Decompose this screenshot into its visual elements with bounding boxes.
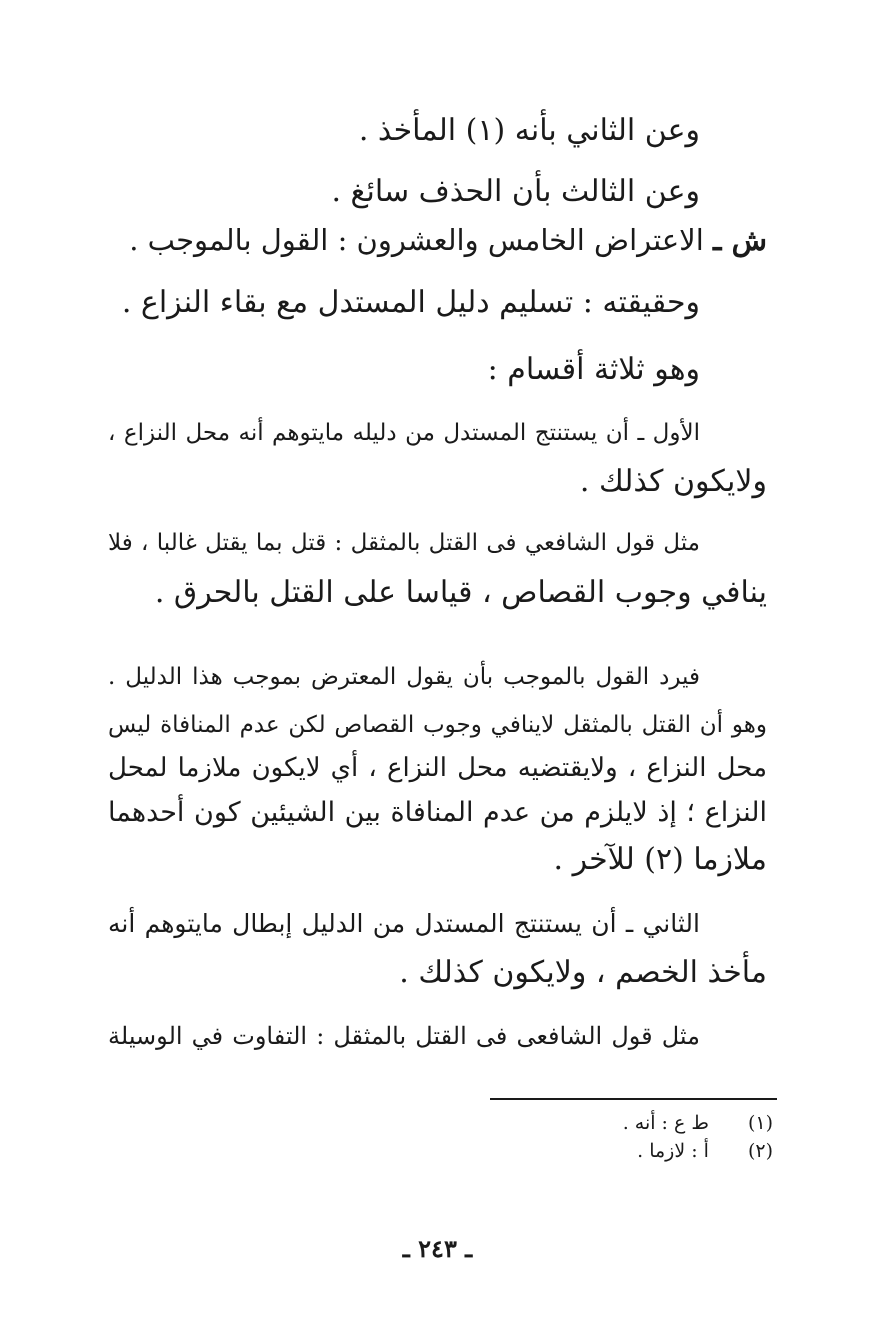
text-line-6: الأول ـ أن يستنتج المستدل من دليله مايتوهم أنه محل النزاع ،	[108, 420, 700, 446]
text-line-5: وهو ثلاثة أقسام :	[487, 352, 700, 387]
page-number: ـ ٢٤٣ ـ	[402, 1234, 473, 1263]
text-line-11: وهو أن القتل بالمثقل لاينافي وجوب القصاص لكن عدم المنافاة ليس	[108, 712, 767, 738]
text-line-4: وحقيقته : تسليم دليل المستدل مع بقاء النزاع .	[121, 285, 700, 320]
text-line-1: وعن الثاني بأنه (١) المأخذ .	[358, 113, 700, 148]
text-line-17: مثل قول الشافعى فى القتل بالمثقل : التفاوت في الوسيلة	[108, 1022, 701, 1050]
text-line-10: فيرد القول بالموجب بأن يقول المعترض بموجب هذا الدليل .	[108, 664, 700, 690]
text-line-3	[129, 220, 767, 260]
text-line-16: مأخذ الخصم ، ولايكون كذلك .	[399, 955, 767, 990]
footnote-2	[637, 1138, 773, 1164]
footnote-number: (٢)	[747, 1140, 773, 1162]
sh-marker: ش ـ	[713, 223, 767, 257]
text-line-12: محل النزاع ، ولايقتضيه محل النزاع ، أي لايكون ملازما لمحل	[108, 753, 767, 783]
footnote-text: أ : لازما .	[637, 1140, 709, 1162]
text-line-2: وعن الثالث بأن الحذف سائغ .	[331, 174, 700, 209]
footnote-separator	[490, 1098, 777, 1100]
text-line-9: ينافي وجوب القصاص ، قياسا على القتل بالحرق .	[154, 575, 767, 610]
text-line-15: الثاني ـ أن يستنتج المستدل من الدليل إبطال مايتوهم أنه	[108, 909, 700, 938]
text-line-13: النزاع ؛ إذ لايلزم من عدم المنافاة بين الشيئين كون أحدهما	[108, 797, 767, 828]
footnote-text: ط ع : أنه .	[622, 1112, 709, 1134]
footnote-number: (١)	[747, 1112, 773, 1134]
text-line-3-body: الاعتراض الخامس والعشرون : القول بالموجب .	[129, 223, 704, 257]
text-line-14: ملازما (٢) للآخر .	[553, 842, 767, 877]
text-line-7: ولايكون كذلك .	[579, 464, 767, 499]
text-line-8: مثل قول الشافعي فى القتل بالمثقل : قتل بما يقتل غالبا ، فلا	[108, 530, 700, 556]
footnote-1	[623, 1110, 773, 1136]
